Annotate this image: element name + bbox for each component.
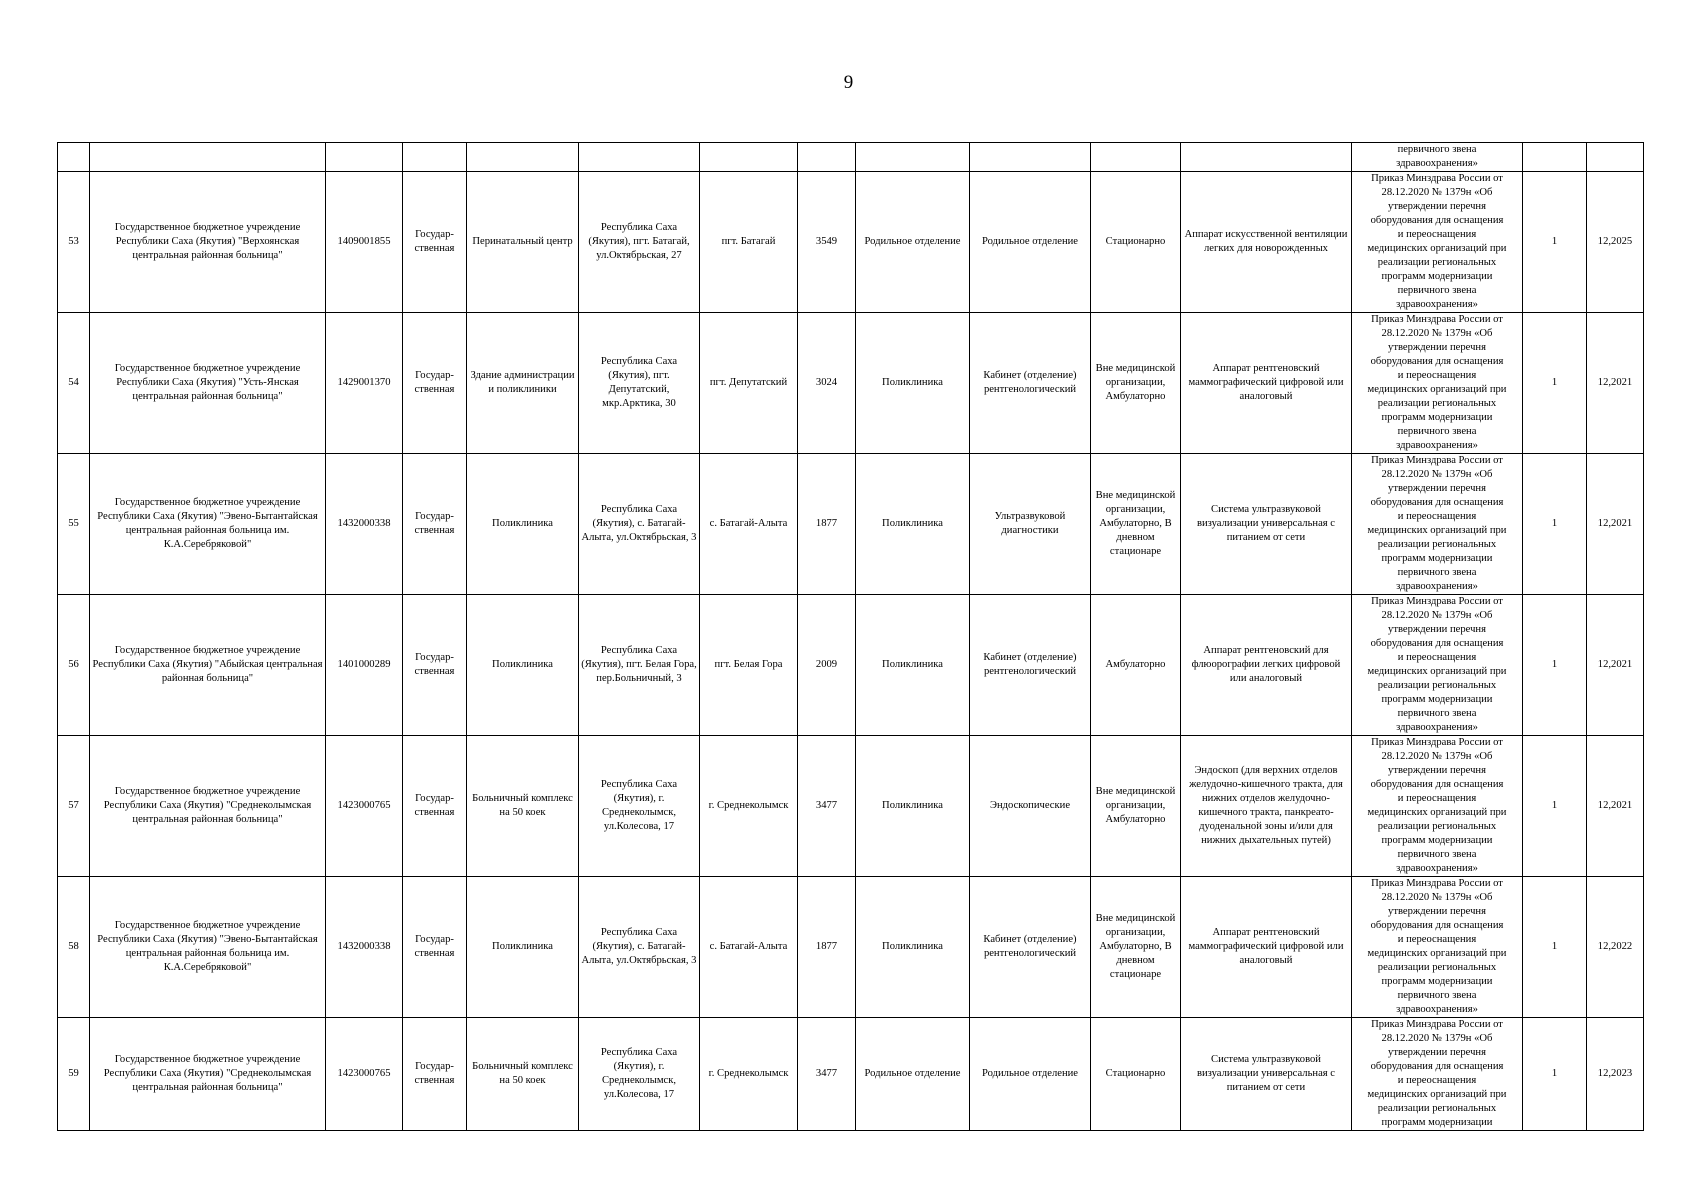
cell-document: Приказ Минздрава России от 28.12.2020 № 1379н «Об утверждении перечня оборудования для оснащения и переоснащения медицинских организаций при реализации региональных программ модернизации <box>1352 1017 1523 1130</box>
cell-department: Кабинет (отделение) рентгенологический <box>970 876 1091 1017</box>
cell-ownership: Государ-ственная <box>403 876 467 1017</box>
cell-building: Здание администрации и поликлиники <box>467 312 579 453</box>
cell-equipment: Система ультразвуковой визуализации универсальная с питанием от сети <box>1181 453 1352 594</box>
cell-settlement: пгт. Депутатский <box>700 312 798 453</box>
cell-org: Государственное бюджетное учреждение Республики Саха (Якутия) "Среднеколымская центральная районная больница" <box>90 1017 326 1130</box>
cell-population: 1877 <box>798 876 856 1017</box>
cell-population: 3024 <box>798 312 856 453</box>
cell-code <box>326 143 403 172</box>
cell-settlement: пгт. Белая Гора <box>700 594 798 735</box>
cell-care-form: Амбулаторно <box>1091 594 1181 735</box>
cell-settlement: с. Батагай-Алыта <box>700 876 798 1017</box>
cell-care-form: Вне медицинской организации, Амбулаторно, В дневном стационаре <box>1091 876 1181 1017</box>
table-row <box>58 594 1644 735</box>
cell-org <box>90 143 326 172</box>
cell-num: 53 <box>58 171 90 312</box>
cell-num: 54 <box>58 312 90 453</box>
cell-num: 58 <box>58 876 90 1017</box>
cell-org: Государственное бюджетное учреждение Республики Саха (Якутия) "Среднеколымская центральная районная больница" <box>90 735 326 876</box>
cell-date: 12,2021 <box>1587 594 1644 735</box>
cell-num: 59 <box>58 1017 90 1130</box>
cell-quantity <box>1523 143 1587 172</box>
cell-document: первичного звена здравоохранения» <box>1352 143 1523 172</box>
cell-population: 3477 <box>798 735 856 876</box>
cell-population: 3477 <box>798 1017 856 1130</box>
cell-document: Приказ Минздрава России от 28.12.2020 № 1379н «Об утверждении перечня оборудования для оснащения и переоснащения медицинских организаций при реализации региональных программ модернизации первичного звена здравоохранения» <box>1352 735 1523 876</box>
cell-ownership <box>403 143 467 172</box>
cell-ownership: Государ-ственная <box>403 171 467 312</box>
cell-building <box>467 143 579 172</box>
table-row <box>58 453 1644 594</box>
cell-settlement: с. Батагай-Алыта <box>700 453 798 594</box>
cell-document: Приказ Минздрава России от 28.12.2020 № 1379н «Об утверждении перечня оборудования для оснащения и переоснащения медицинских организаций при реализации региональных программ модернизации первичного звена здравоохранения» <box>1352 594 1523 735</box>
table-row <box>58 735 1644 876</box>
cell-department: Родильное отделение <box>970 171 1091 312</box>
cell-department: Кабинет (отделение) рентгенологический <box>970 312 1091 453</box>
table-row <box>58 312 1644 453</box>
cell-org: Государственное бюджетное учреждение Республики Саха (Якутия) "Эвено-Бытантайская центральная районная больница им. К.А.Серебряковой" <box>90 453 326 594</box>
cell-settlement: пгт. Батагай <box>700 171 798 312</box>
table-row <box>58 876 1644 1017</box>
cell-num <box>58 143 90 172</box>
cell-building: Больничный комплекс на 50 коек <box>467 1017 579 1130</box>
cell-org: Государственное бюджетное учреждение Республики Саха (Якутия) "Эвено-Бытантайская центральная районная больница им. К.А.Серебряковой" <box>90 876 326 1017</box>
cell-ownership: Государ-ственная <box>403 453 467 594</box>
cell-quantity: 1 <box>1523 1017 1587 1130</box>
cell-code: 1423000765 <box>326 735 403 876</box>
cell-quantity: 1 <box>1523 453 1587 594</box>
cell-num: 55 <box>58 453 90 594</box>
cell-care-form <box>1091 143 1181 172</box>
cell-code: 1423000765 <box>326 1017 403 1130</box>
cell-unit: Родильное отделение <box>856 1017 970 1130</box>
cell-care-form: Вне медицинской организации, Амбулаторно, В дневном стационаре <box>1091 453 1181 594</box>
cell-num: 57 <box>58 735 90 876</box>
cell-population <box>798 143 856 172</box>
cell-address: Республика Саха (Якутия), с. Батагай-Алыта, ул.Октябрьская, 3 <box>579 876 700 1017</box>
cell-building: Перинатальный центр <box>467 171 579 312</box>
cell-code: 1401000289 <box>326 594 403 735</box>
cell-org: Государственное бюджетное учреждение Республики Саха (Якутия) "Абыйская центральная районная больница" <box>90 594 326 735</box>
cell-equipment: Эндоскоп (для верхних отделов желудочно-кишечного тракта, для нижних отделов желудочно-кишечного тракта, панкреато-дуоденальной зоны и/или для нижних дыхательных путей) <box>1181 735 1352 876</box>
cell-document: Приказ Минздрава России от 28.12.2020 № 1379н «Об утверждении перечня оборудования для оснащения и переоснащения медицинских организаций при реализации региональных программ модернизации первичного звена здравоохранения» <box>1352 171 1523 312</box>
cell-settlement <box>700 143 798 172</box>
cell-unit: Поликлиника <box>856 594 970 735</box>
cell-date: 12,2023 <box>1587 1017 1644 1130</box>
cell-quantity: 1 <box>1523 171 1587 312</box>
cell-quantity: 1 <box>1523 876 1587 1017</box>
cell-date: 12,2021 <box>1587 735 1644 876</box>
cell-care-form: Стационарно <box>1091 171 1181 312</box>
cell-equipment <box>1181 143 1352 172</box>
cell-date <box>1587 143 1644 172</box>
cell-org: Государственное бюджетное учреждение Республики Саха (Якутия) "Усть-Янская центральная районная больница" <box>90 312 326 453</box>
cell-population: 2009 <box>798 594 856 735</box>
cell-quantity: 1 <box>1523 312 1587 453</box>
cell-building: Поликлиника <box>467 453 579 594</box>
cell-date: 12,2022 <box>1587 876 1644 1017</box>
cell-unit: Поликлиника <box>856 735 970 876</box>
cell-department: Ультразвуковой диагностики <box>970 453 1091 594</box>
equipment-table <box>57 142 1644 1131</box>
cell-department: Родильное отделение <box>970 1017 1091 1130</box>
cell-department: Эндоскопические <box>970 735 1091 876</box>
cell-quantity: 1 <box>1523 594 1587 735</box>
cell-document: Приказ Минздрава России от 28.12.2020 № 1379н «Об утверждении перечня оборудования для оснащения и переоснащения медицинских организаций при реализации региональных программ модернизации первичного звена здравоохранения» <box>1352 876 1523 1017</box>
cell-care-form: Вне медицинской организации, Амбулаторно <box>1091 735 1181 876</box>
cell-quantity: 1 <box>1523 735 1587 876</box>
cell-ownership: Государ-ственная <box>403 312 467 453</box>
cell-ownership: Государ-ственная <box>403 594 467 735</box>
cell-unit: Поликлиника <box>856 312 970 453</box>
cell-care-form: Стационарно <box>1091 1017 1181 1130</box>
cell-equipment: Система ультразвуковой визуализации универсальная с питанием от сети <box>1181 1017 1352 1130</box>
cell-settlement: г. Среднеколымск <box>700 1017 798 1130</box>
cell-address: Республика Саха (Якутия), пгт. Батагай, ул.Октябрьская, 27 <box>579 171 700 312</box>
cell-date: 12,2021 <box>1587 312 1644 453</box>
cell-address: Республика Саха (Якутия), г. Среднеколымск, ул.Колесова, 17 <box>579 1017 700 1130</box>
cell-address <box>579 143 700 172</box>
cell-org: Государственное бюджетное учреждение Республики Саха (Якутия) "Верхоянская центральная районная больница" <box>90 171 326 312</box>
cell-building: Больничный комплекс на 50 коек <box>467 735 579 876</box>
cell-date: 12,2025 <box>1587 171 1644 312</box>
cell-document: Приказ Минздрава России от 28.12.2020 № 1379н «Об утверждении перечня оборудования для оснащения и переоснащения медицинских организаций при реализации региональных программ модернизации первичного звена здравоохранения» <box>1352 312 1523 453</box>
cell-ownership: Государ-ственная <box>403 735 467 876</box>
table-row <box>58 1017 1644 1130</box>
cell-population: 3549 <box>798 171 856 312</box>
cell-code: 1432000338 <box>326 876 403 1017</box>
cell-equipment: Аппарат рентгеновский маммографический цифровой или аналоговый <box>1181 312 1352 453</box>
cell-address: Республика Саха (Якутия), пгт. Депутатский, мкр.Арктика, 30 <box>579 312 700 453</box>
cell-num: 56 <box>58 594 90 735</box>
page-number: 9 <box>843 72 854 93</box>
cell-document: Приказ Минздрава России от 28.12.2020 № 1379н «Об утверждении перечня оборудования для оснащения и переоснащения медицинских организаций при реализации региональных программ модернизации первичного звена здравоохранения» <box>1352 453 1523 594</box>
cell-address: Республика Саха (Якутия), г. Среднеколымск, ул.Колесова, 17 <box>579 735 700 876</box>
cell-population: 1877 <box>798 453 856 594</box>
cell-unit <box>856 143 970 172</box>
table-row <box>58 171 1644 312</box>
cell-equipment: Аппарат рентгеновский маммографический цифровой или аналоговый <box>1181 876 1352 1017</box>
cell-settlement: г. Среднеколымск <box>700 735 798 876</box>
continued-row <box>58 143 1644 172</box>
cell-building: Поликлиника <box>467 876 579 1017</box>
cell-code: 1432000338 <box>326 453 403 594</box>
cell-equipment: Аппарат искусственной вентиляции легких для новорожденных <box>1181 171 1352 312</box>
cell-care-form: Вне медицинской организации, Амбулаторно <box>1091 312 1181 453</box>
cell-ownership: Государ-ственная <box>403 1017 467 1130</box>
cell-equipment: Аппарат рентгеновский для флюорографии легких цифровой или аналоговый <box>1181 594 1352 735</box>
cell-address: Республика Саха (Якутия), с. Батагай-Алыта, ул.Октябрьская, 3 <box>579 453 700 594</box>
cell-department: Кабинет (отделение) рентгенологический <box>970 594 1091 735</box>
cell-unit: Поликлиника <box>856 453 970 594</box>
cell-code: 1429001370 <box>326 312 403 453</box>
cell-unit: Поликлиника <box>856 876 970 1017</box>
cell-address: Республика Саха (Якутия), пгт. Белая Гора, пер.Больничный, 3 <box>579 594 700 735</box>
cell-building: Поликлиника <box>467 594 579 735</box>
cell-date: 12,2021 <box>1587 453 1644 594</box>
cell-code: 1409001855 <box>326 171 403 312</box>
cell-department <box>970 143 1091 172</box>
cell-unit: Родильное отделение <box>856 171 970 312</box>
